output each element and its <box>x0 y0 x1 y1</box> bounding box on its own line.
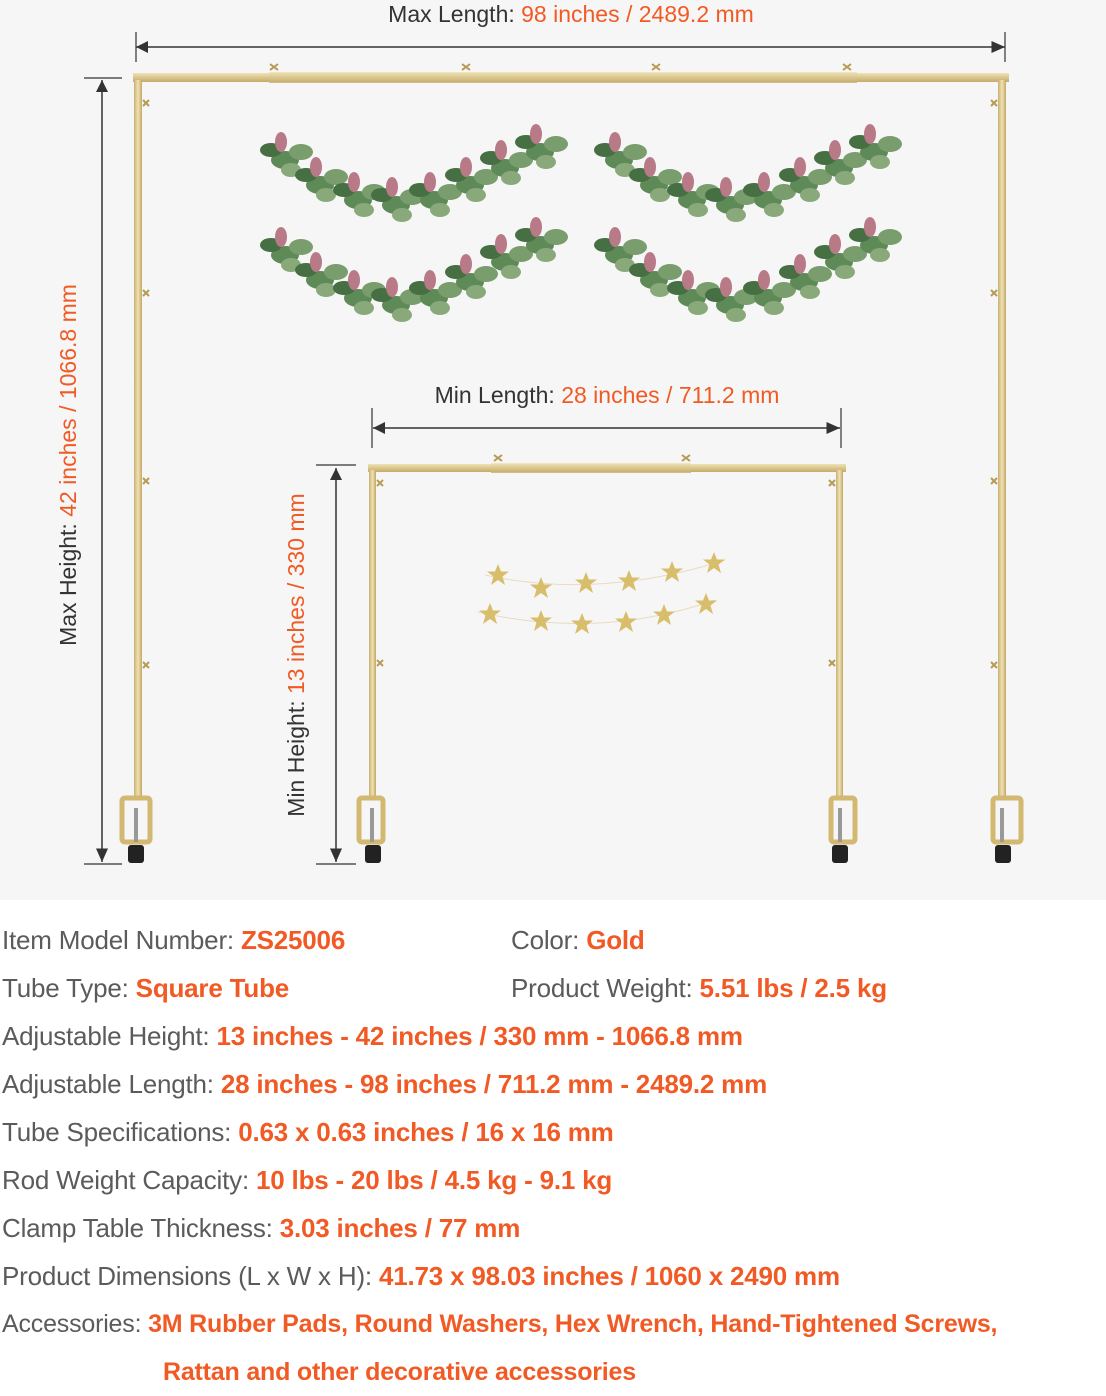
spec-product-dimensions: Product Dimensions (L x W x H): 41.73 x 98.03 inches / 1060 x 2490 mm <box>2 1261 840 1291</box>
spec-tube-type: Tube Type: Square Tube <box>2 973 290 1003</box>
small-frame <box>359 455 855 863</box>
spec-weight: Product Weight: 5.51 lbs / 2.5 kg <box>511 973 887 1003</box>
small-right-clamp <box>831 798 855 863</box>
spec-tube-specifications: Tube Specifications: 0.63 x 0.63 inches / 16 x 16 mm <box>2 1117 614 1147</box>
spec-clamp-thickness: Clamp Table Thickness: 3.03 inches / 77 mm <box>2 1213 521 1243</box>
spec-rod-capacity: Rod Weight Capacity: 10 lbs - 20 lbs / 4.5 kg - 9.1 kg <box>2 1165 613 1195</box>
spec-adjustable-height: Adjustable Height: 13 inches - 42 inches / 330 mm - 1066.8 mm <box>2 1021 743 1051</box>
small-left-clamp <box>359 798 383 863</box>
spec-color: Color: Gold <box>511 925 645 955</box>
spec-accessories: Accessories: 3M Rubber Pads, Round Washers, Hex Wrench, Hand-Tightened Screws, <box>2 1310 998 1338</box>
right-clamp <box>993 798 1021 863</box>
leaf-garlands <box>260 124 902 322</box>
min-height-label: Min Height: 13 inches / 330 mm <box>283 493 309 817</box>
max-height-label: Max Height: 42 inches / 1066.8 mm <box>55 284 81 646</box>
spec-model: Item Model Number: ZS25006 <box>2 925 346 955</box>
spec-accessories-continued: Rattan and other decorative accessories <box>163 1358 636 1386</box>
min-length-label: Min Length: 28 inches / 711.2 mm <box>434 382 780 408</box>
left-clamp <box>122 798 150 863</box>
max-length-label: Max Length: 98 inches / 2489.2 mm <box>388 1 754 27</box>
star-garland <box>478 552 725 634</box>
spec-adjustable-length: Adjustable Length: 28 inches - 98 inches / 711.2 mm - 2489.2 mm <box>2 1069 767 1099</box>
